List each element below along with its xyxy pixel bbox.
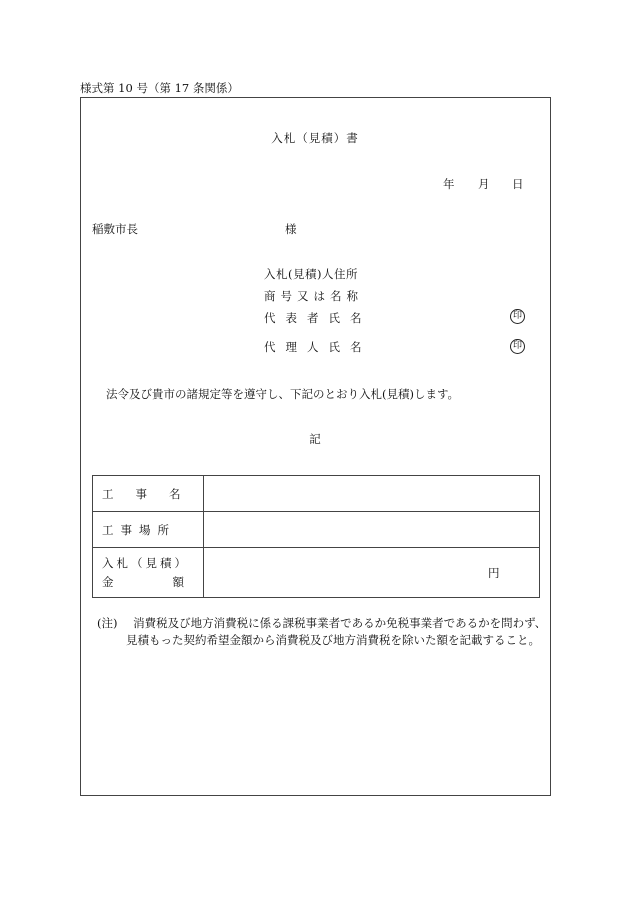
amount-label-kin: 金 xyxy=(102,574,114,589)
table-row xyxy=(93,512,540,548)
note-prefix: (注) xyxy=(97,616,118,630)
bid-amount-label-line1: 入札（見積） xyxy=(102,555,189,570)
construction-name-label-cell xyxy=(93,476,204,512)
day-label: 日 xyxy=(512,177,524,191)
table-row xyxy=(93,548,540,598)
bidder-address-label: 入札(見積)人住所 xyxy=(264,267,358,281)
note-block xyxy=(97,615,546,649)
construction-site-label-cell xyxy=(93,512,204,548)
construction-site-value[interactable] xyxy=(204,512,540,548)
seal-representative-icon: 印 xyxy=(510,309,525,324)
construction-site-label: 工事場所 xyxy=(102,522,176,537)
year-label: 年 xyxy=(443,177,455,191)
ki-heading: 記 xyxy=(309,432,321,446)
bidder-agent-label: 代理人氏名 xyxy=(264,340,372,354)
compliance-statement: 法令及び貴市の諸規定等を遵守し、下記のとおり入札(見積)します。 xyxy=(106,387,460,401)
bidder-company-label: 商号又は名称 xyxy=(264,289,363,303)
form-number-label: 様式第 10 号（第 17 条関係） xyxy=(80,81,239,95)
document-title: 入札（見積）書 xyxy=(271,131,359,145)
month-label: 月 xyxy=(478,177,490,191)
note-line1: 消費税及び地方消費税に係る課税事業者であるか免税事業者であるかを問わず、 xyxy=(133,616,547,630)
seal-agent-icon: 印 xyxy=(510,339,525,354)
table-row xyxy=(93,476,540,512)
construction-name-value[interactable] xyxy=(204,476,540,512)
addressee-honorific: 様 xyxy=(285,222,297,236)
note-line2: 見積もった契約希望金額から消費税及び地方消費税を除いた額を記載すること。 xyxy=(126,633,540,647)
amount-label-gaku: 額 xyxy=(172,574,184,589)
bid-amount-label-cell xyxy=(93,548,204,598)
bidder-representative-label: 代表者氏名 xyxy=(264,311,372,325)
construction-name-label: 工事名 xyxy=(102,486,203,501)
details-table xyxy=(92,475,540,598)
yen-unit-label: 円 xyxy=(488,566,500,580)
bid-amount-value[interactable] xyxy=(204,548,540,598)
addressee-name: 稲敷市長 xyxy=(92,222,138,236)
